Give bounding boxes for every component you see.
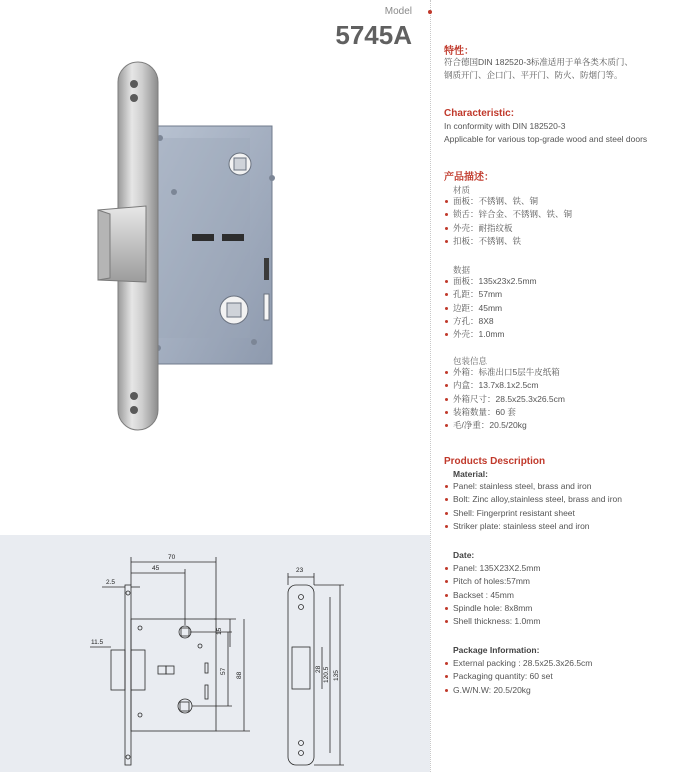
characteristic-line-2: Applicable for various top-grade wood and steel doors [444, 134, 648, 144]
list-item: 方孔：8X8 [444, 315, 537, 328]
product-desc-cn-heading: 产品描述： [444, 172, 494, 183]
material-cn-title: 材质 [453, 185, 471, 195]
list-item: Bolt: Zinc alloy,stainless steel, brass and iron [444, 493, 622, 506]
list-item: Shell: Fingerprint resistant sheet [444, 507, 622, 520]
list-item: External packing : 28.5x25.3x26.5cm [444, 657, 592, 670]
dim-70: 70 [168, 554, 176, 561]
list-item: 外箱：标准出口5层牛皮纸箱 [444, 366, 565, 379]
packaging-en-list [444, 657, 592, 697]
features-cn-line-2: 钢质开门、企口门、平开门、防火、防烟门等。 [444, 70, 623, 80]
side-faceplate [125, 585, 131, 765]
list-item: 面板：不锈钢、铁、铜 [444, 195, 572, 208]
dim-28: 28 [315, 665, 322, 673]
list-item: Pitch of holes:57mm [444, 575, 540, 588]
characteristic-line-1: In conformity with DIN 182520-3 [444, 121, 566, 131]
dim-45: 45 [152, 565, 160, 572]
material-cn-list [444, 195, 572, 248]
packaging-cn-title: 包装信息 [453, 356, 488, 366]
features-cn-line-1: 符合德国DIN 182520-3标准适用于单各类木质门、 [444, 57, 633, 67]
lock-photo [88, 58, 298, 438]
characteristic-heading: Characteristic: [444, 108, 515, 119]
list-item: 锁舌：锌合金、不锈钢、铁、铜 [444, 208, 572, 221]
data-en-title: Date: [453, 550, 475, 560]
list-item: 外壳：耐指纹板 [444, 222, 572, 235]
list-item: Shell thickness: 1.0mm [444, 615, 540, 628]
list-item: 孔距：57mm [444, 288, 537, 301]
dim-2-5: 2.5 [106, 579, 116, 586]
list-item: Panel: stainless steel, brass and iron [444, 480, 622, 493]
list-item: 装箱数量：60 套 [444, 406, 565, 419]
product-desc-en-heading: Products Description [444, 456, 546, 467]
list-item: 外壳：1.0mm [444, 328, 537, 341]
list-item: 毛/净重：20.5/20kg [444, 419, 565, 432]
side-body [131, 619, 216, 731]
list-item: Packaging quantity: 60 set [444, 670, 592, 683]
list-item: 面板：135x23x2.5mm [444, 275, 537, 288]
list-item: Spindle hole: 8x8mm [444, 602, 540, 615]
dim-57: 57 [220, 667, 227, 675]
dim-23: 23 [296, 567, 304, 574]
data-cn-list [444, 275, 537, 341]
features-cn-heading: 特性： [444, 46, 474, 57]
packaging-en-title: Package Information: [453, 645, 540, 655]
list-item: 外箱尺寸：28.5x25.3x26.5cm [444, 393, 565, 406]
dim-120-5: 120.5 [323, 666, 330, 683]
packaging-cn-list [444, 366, 565, 432]
list-item: 扣板：不锈钢、铁 [444, 235, 572, 248]
divider-marker [428, 10, 432, 14]
technical-drawing-panel [0, 535, 430, 772]
model-number: 5745A [335, 20, 412, 50]
list-item: 内盒：13.7x8.1x2.5cm [444, 379, 565, 392]
data-en-list [444, 562, 540, 628]
technical-drawing [0, 535, 430, 772]
spec-column [444, 0, 684, 772]
list-item: Panel: 135X23X2.5mm [444, 562, 540, 575]
list-item: Striker plate: stainless steel and iron [444, 520, 622, 533]
data-cn-title: 数据 [453, 265, 471, 275]
list-item: 边距：45mm [444, 302, 537, 315]
dim-135: 135 [333, 670, 340, 681]
list-item: G.W/N.W: 20.5/20kg [444, 684, 592, 697]
model-label: Model [384, 6, 412, 17]
dim-15: 15 [216, 627, 223, 635]
dim-88: 88 [236, 671, 243, 679]
list-item: Backset : 45mm [444, 589, 540, 602]
material-en-list [444, 480, 622, 533]
column-divider [430, 0, 431, 772]
dim-11-5: 11.5 [91, 639, 104, 646]
material-en-title: Material: [453, 469, 488, 479]
